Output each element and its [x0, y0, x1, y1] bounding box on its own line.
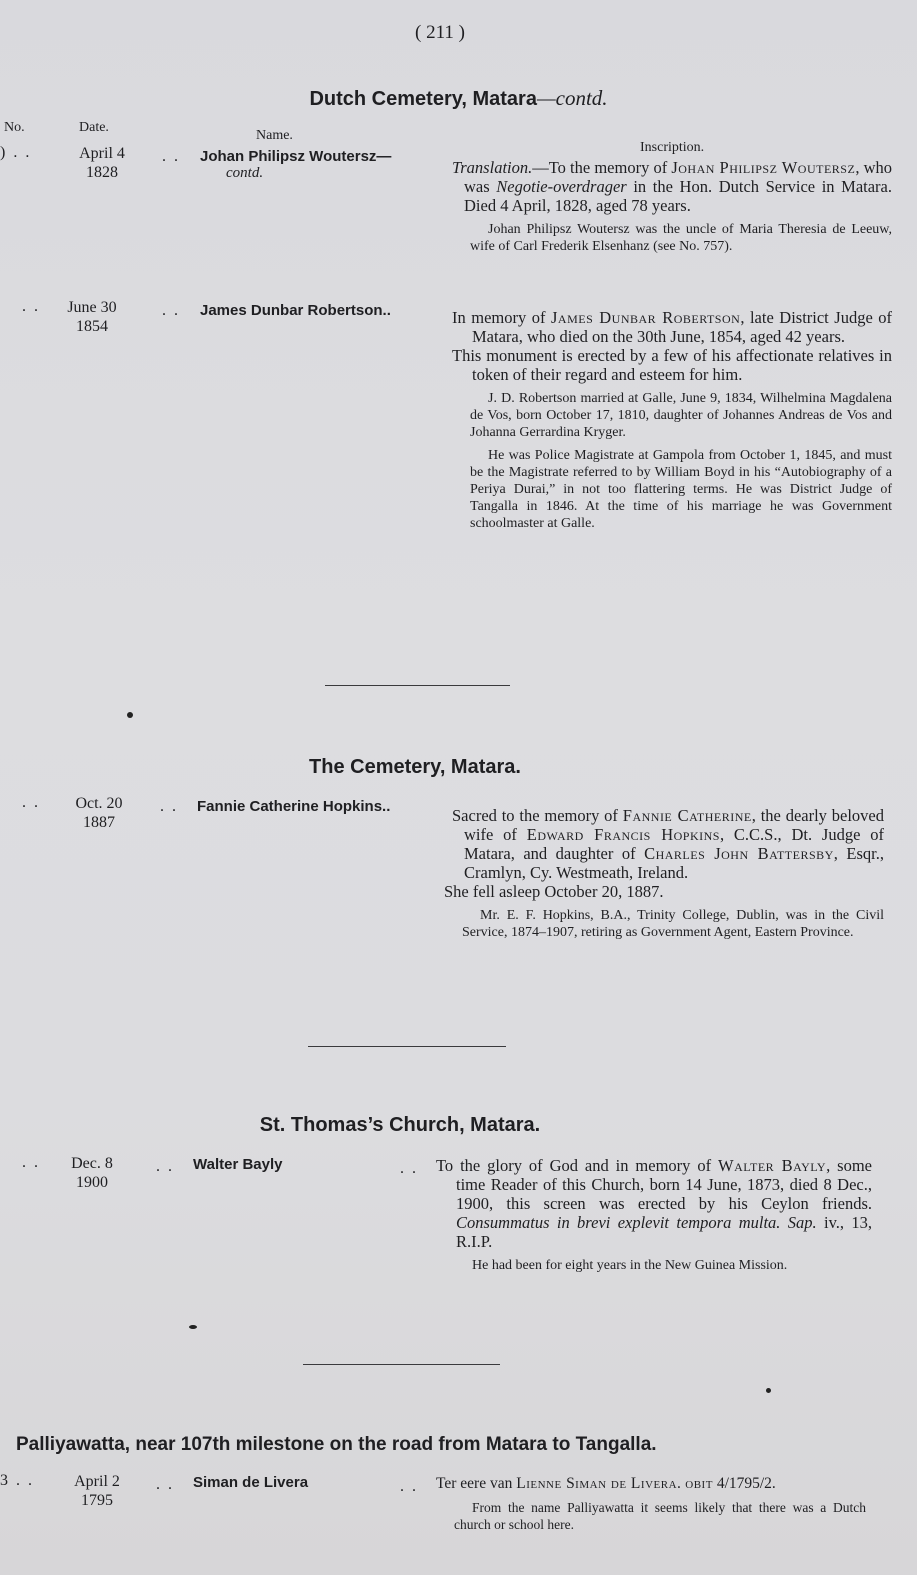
editor-note: He had been for eight years in the New Guinea Mission. [472, 1258, 788, 1273]
leader-dots: . . [156, 1158, 174, 1175]
inscription-text: Translation.—To the memory of Johan Philipsz Woutersz, who was Negotie-overdrager in the Hon. Dutch Service in Matara. Died 4 April, 1828, aged 78 years. Johan Philipsz Woutersz was the uncle of Maria Theresia de Leeuw, wife of Carl Frederik Elsenhanz (see No. 757). [452, 158, 892, 254]
paper-speck [127, 712, 133, 718]
entry-name: Fannie Catherine Hopkins.. [197, 798, 391, 815]
section-title: Dutch Cemetery, Matara—contd. [309, 86, 608, 110]
inscription-text: In memory of James Dunbar Robertson, late District Judge of Matara, who died on the 30th June, 1854, aged 42 years. This monument is erected by a few of his affectionate relatives in token of their regard and esteem for him. J. D. Robertson married at Galle, June 9, 1834, Wilhelmina Magdalena de Vos, born October 17, 1810, daughter of Johannes Andreas de Vos and Johanna Gerrardina Kryger. He was Police Magistrate at Gampola from October 1, 1845, and must be the Magistrate referred to by William Boyd in his “Autobiography of a Periya Durai,” in not too flattering terms. He was District Judge of Tangalla in 1846. At the time of his marriage he was Government schoolmaster at Galle. [452, 308, 893, 531]
leader-dots: . . [22, 794, 40, 811]
section-divider [325, 685, 510, 686]
entry-name: Walter Bayly [193, 1156, 283, 1173]
inscription-text: Ter eere van Lienne Siman de Livera. obit 4/1795/2. From the name Palliyawatta it seems likely that there was a Dutch church or school here. [436, 1475, 866, 1532]
paper-speck [189, 1325, 197, 1329]
column-header-no: No. [4, 120, 25, 135]
section-divider [303, 1364, 500, 1365]
entry-date: Oct. 20 1887 [75, 795, 123, 831]
page-number: ( 211 ) [415, 22, 465, 43]
entry-number-fragment: ) . . [0, 144, 32, 161]
entry-name: Siman de Livera [193, 1474, 309, 1491]
leader-dots: . . [22, 298, 40, 315]
editor-note: Mr. E. F. Hopkins, B.A., Trinity College, Dublin, was in the Civil Service, 1874–1907, retiring as Government Agent, Eastern Province. [462, 908, 884, 940]
section-divider [308, 1046, 506, 1047]
entry-name: Johan Philipsz Woutersz— contd. [200, 148, 392, 181]
entry-number-fragment: 3 . . [0, 1472, 34, 1489]
leader-dots: . . [162, 148, 180, 165]
leader-dots: . . [22, 1154, 40, 1171]
editor-note: Johan Philipsz Woutersz was the uncle of Maria Theresia de Leeuw, wife of Carl Frederik Elsenhanz (see No. 757). [470, 222, 892, 254]
entry-name: James Dunbar Robertson.. [200, 302, 391, 319]
entry-date: April 4 1828 [79, 145, 125, 181]
inscription-text: Sacred to the memory of Fannie Catherine, the dearly beloved wife of Edward Francis Hopkins, C.C.S., Dt. Judge of Matara, and daughter of Charles John Battersby, Esqr., Cramlyn, Cy. Westmeath, Ireland. She fell asleep October 20, 1887. Mr. E. F. Hopkins, B.A., Trinity College, Dublin, was in the Civil Service, 1874–1907, retiring as Government Agent, Eastern Province. [444, 806, 884, 940]
column-header-name: Name. [256, 128, 293, 143]
leader-dots: . . [400, 1160, 418, 1177]
editor-note: From the name Palliyawatta it seems likely that there was a Dutch church or school here. [454, 1500, 866, 1532]
section-title: The Cemetery, Matara. [309, 756, 521, 778]
leader-dots: . . [162, 302, 180, 319]
entry-date: June 30 1854 [67, 299, 117, 335]
entry-date: Dec. 8 1900 [71, 1155, 113, 1191]
leader-dots: . . [400, 1478, 418, 1495]
paper-speck [766, 1388, 771, 1393]
leader-dots: . . [160, 798, 178, 815]
editor-note: He was Police Magistrate at Gampola from October 1, 1845, and must be the Magistrate referred to by William Boyd in his “Autobiography of a Periya Durai,” in not too flattering terms. He was District Judge of Tangalla in 1846. At the time of his marriage he was Government schoolmaster at Galle. [470, 448, 892, 531]
leader-dots: . . [156, 1476, 174, 1493]
section-title: St. Thomas’s Church, Matara. [259, 1114, 541, 1136]
editor-note: J. D. Robertson married at Galle, June 9, 1834, Wilhelmina Magdalena de Vos, born October 17, 1810, daughter of Johannes Andreas de Vos and Johanna Gerrardina Kryger. [470, 391, 892, 440]
section-title: Palliyawatta, near 107th milestone on the road from Matara to Tangalla. [16, 1434, 657, 1455]
column-header-inscription: Inscription. [640, 140, 705, 155]
inscription-text: To the glory of God and in memory of Walter Bayly, some time Reader of this Church, born 14 June, 1873, died 8 Dec., 1900, this screen was erected by his Ceylon friends. Consummatus in brevi explevit tempora multa. Sap. iv., 13, R.I.P. He had been for eight years in the New Guinea Mission. [436, 1156, 873, 1273]
entry-date: April 2 1795 [74, 1473, 120, 1509]
column-header-date: Date. [79, 120, 109, 135]
